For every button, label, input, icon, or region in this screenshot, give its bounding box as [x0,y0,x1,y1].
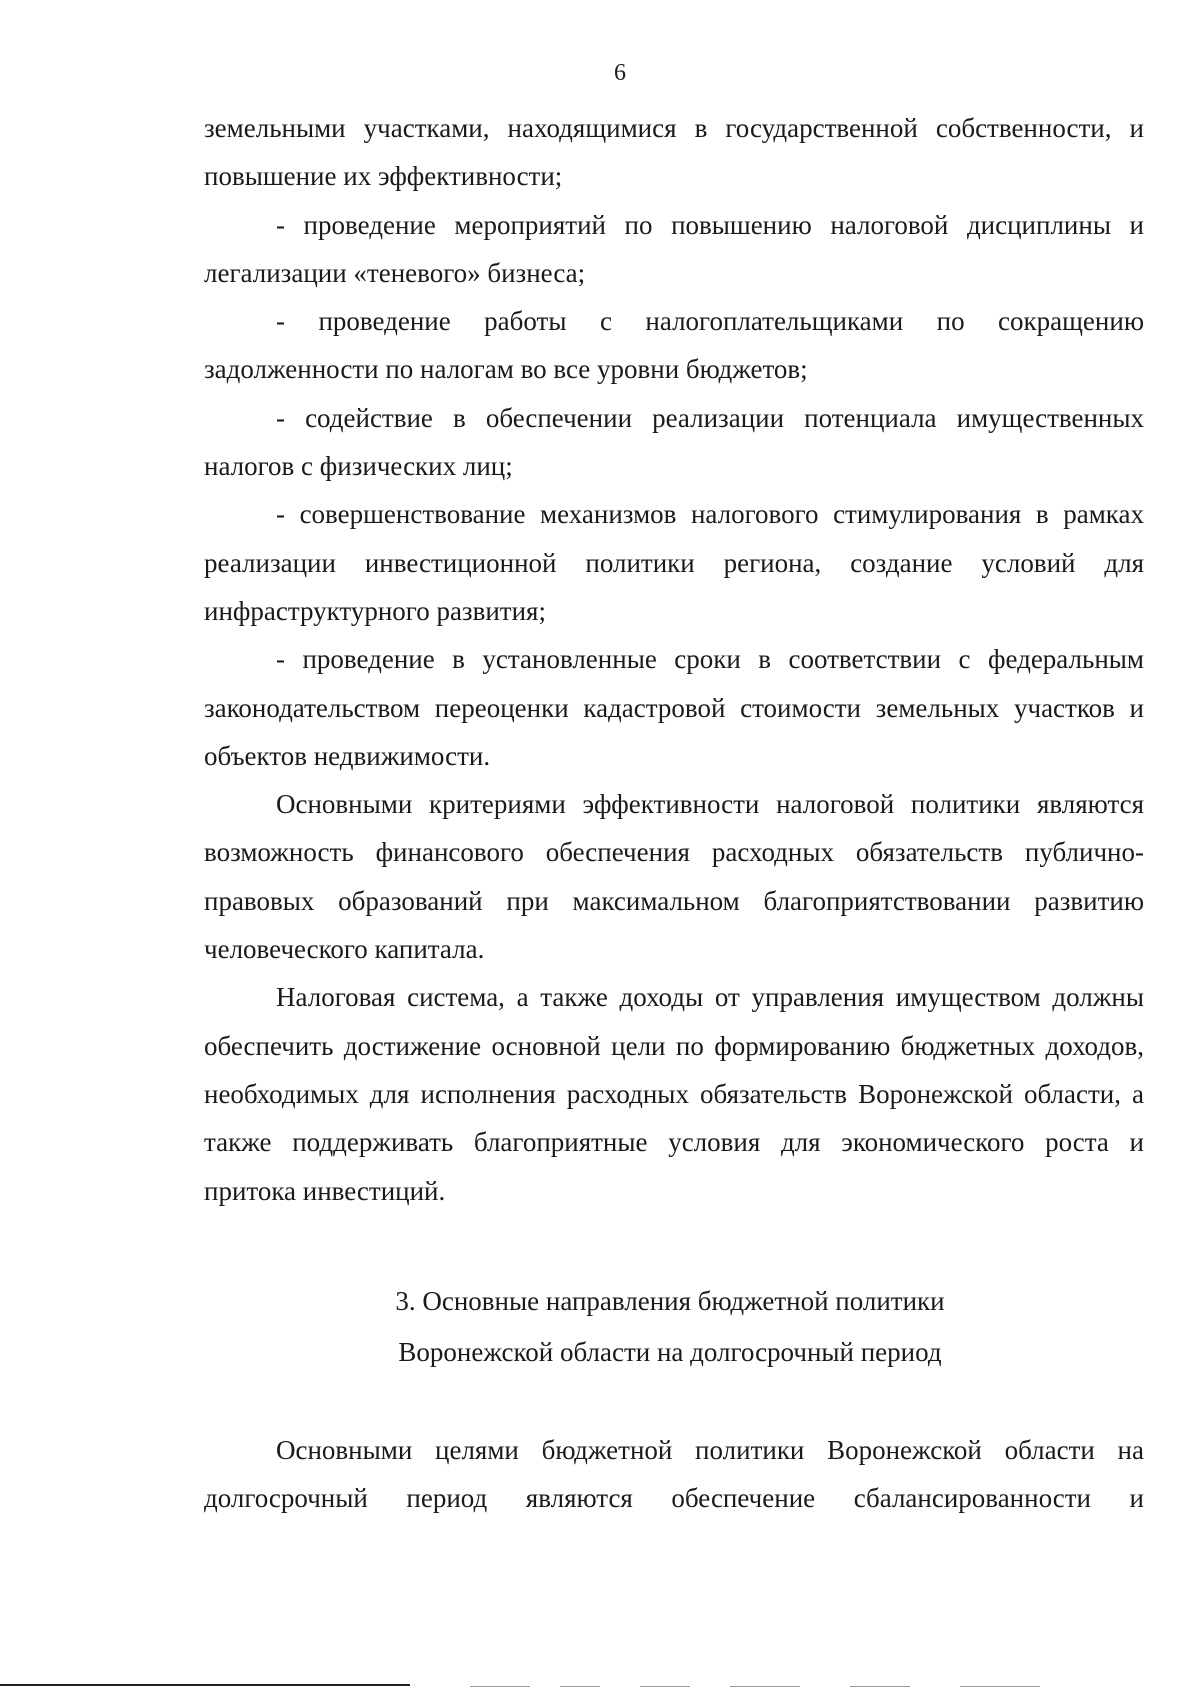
list-item: - проведение в установленные сроки в соответствии с федеральным законодательством переоценки кадастровой стоимости земельных участков и объектов недвижимости. [204,644,1144,771]
section-heading-line-1: 3. Основные направления бюджетной политики [395,1286,945,1316]
scan-artifact [470,1686,530,1687]
page-number: 6 [614,60,626,86]
body-text [204,104,1144,1215]
paragraph: Основными критериями эффективности налоговой политики являются возможность финансового обеспечения расходных обязательств публично-правовых образований при максимальном благоприятствовании развитию человеческого капитала. [204,789,1144,965]
section-heading-line-2: Воронежской области на долгосрочный период [398,1337,942,1367]
scan-artifact [960,1686,1040,1687]
paragraph: Основными целями бюджетной политики Воронежской области на долгосрочный период являются обеспечение сбалансированности и [204,1435,1144,1514]
list-item: - совершенствование механизмов налогового стимулирования в рамках реализации инвестиционной политики региона, создание условий для инфраструктурного развития; [204,499,1144,626]
scan-artifact [640,1686,690,1687]
footer-rule [0,1684,410,1686]
list-item: - содействие в обеспечении реализации потенциала имущественных налогов с физических лиц; [204,402,1144,482]
scan-artifact [850,1686,910,1687]
paragraph: Налоговая система, а также доходы от управления имуществом должны обеспечить достижение основной цели по формированию бюджетных доходов, необходимых для исполнения расходных обязательств Воронежской области, а также поддерживать благоприятные условия для экономического роста и притока инвестиций. [204,982,1144,1206]
list-item: - проведение мероприятий по повышению налоговой дисциплины и легализации «теневого» бизнеса; [204,209,1144,288]
section-heading [370,1276,970,1378]
closing-text [204,1426,1144,1523]
scan-artifact [560,1686,600,1687]
paragraph: земельными участками, находящимися в государственной собственности, и повышение их эффективности; [204,113,1144,192]
list-item: - проведение работы с налогоплательщиками по сокращению задолженности по налогам во все уровни бюджетов; [204,306,1144,385]
scan-artifact [730,1686,800,1687]
